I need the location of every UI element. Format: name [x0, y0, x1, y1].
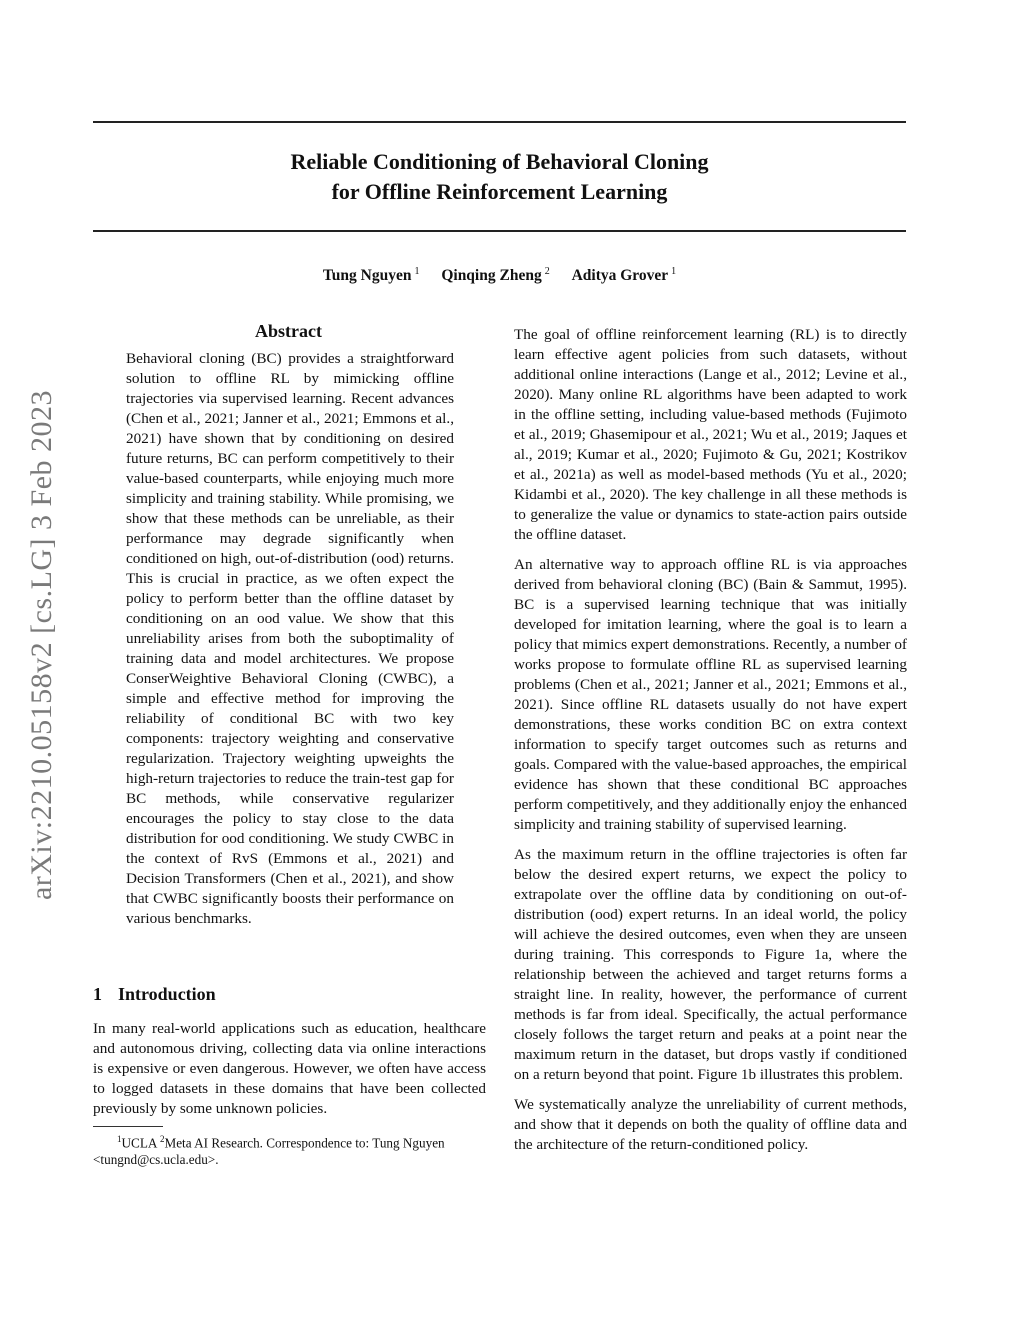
author-list	[93, 266, 906, 285]
section-title: Introduction	[118, 984, 216, 1004]
body-paragraph: The goal of offline reinforcement learning (RL) is to directly learn effective agent policies from such datasets, without additional online interactions (Lange et al., 2012; Levine et al., 2020). Many online RL algorithms have been adapted to work in the offline setting, including value-based methods (Fujimoto et al., 2019; Ghasemipour et al., 2021; Wu et al., 2019; Jaques et al., 2019; Kumar et al., 2020; Fujimoto & Gu, 2021; Kostrikov et al., 2021a) as well as model-based methods (Yu et al., 2020; Kidambi et al., 2020). The key challenge in all these methods is to generalize the value or dynamics to state-action pairs outside the offline dataset.	[514, 326, 907, 543]
author-name: Aditya Grover	[571, 267, 669, 285]
author	[323, 267, 420, 284]
footnote-mark: 1	[117, 1134, 122, 1144]
footnote-affil-2: Meta AI Research. Correspondence to: Tung Nguyen	[164, 1135, 445, 1151]
body-paragraph: As the maximum return in the offline trajectories is often far below the desired expert returns, we expect the policy to extrapolate over the offline data by conditioning on out-of-distribution (ood) expert returns. In an ideal world, the policy will achieve the desired outcomes, even when they are unseen during training. This corresponds to Figure 1a, where the relationship between the achieved and target returns forms a straight line. In reality, however, the performance of current methods is far from ideal. Specifically, the actual performance closely follows the target return and peaks at a point near the maximum return in the dataset, but drops vastly if conditioned on a return beyond that point. Figure 1b illustrates this problem.	[514, 846, 907, 1083]
abstract-heading: Abstract	[255, 321, 322, 341]
author-affiliation-mark: 1	[671, 266, 677, 277]
title-bottom-rule	[93, 230, 906, 232]
body-paragraph: We systematically analyze the unreliability of current methods, and show that it depends on both the quality of offline data and the architecture of the return-conditioned policy.	[514, 1096, 907, 1153]
footnote-mark: 2	[159, 1134, 165, 1144]
body-paragraph: An alternative way to approach offline RL is via approaches derived from behavioral cloning (BC) (Bain & Sammut, 1995). BC is a supervised learning technique that was initially developed for imitation learning, where the goal is to learn a policy that mimics expert demonstrations. Recently, a number of works propose to formulate offline RL as supervised learning problems (Chen et al., 2021; Janner et al., 2021; Emmons et al., 2021). Since offline RL datasets usually do not have expert demonstrations, these works condition BC on extra context information to specify target outcomes such as returns and goals. Compared with the value-based approaches, the empirical evidence has shown that these conditional BC approaches perform competitively, and they additionally enjoy the enhanced simplicity and training stability of supervised learning.	[514, 556, 907, 833]
author	[441, 267, 549, 284]
paper-title	[93, 147, 906, 207]
footnote-email: <tungnd@cs.ucla.edu>.	[93, 1152, 219, 1168]
right-column	[514, 325, 907, 1165]
footnote	[93, 1131, 486, 1168]
footnote-rule	[93, 1126, 163, 1127]
footnote-affil-1: UCLA	[121, 1135, 160, 1151]
section-heading	[93, 984, 216, 1005]
author-name: Qinqing Zheng	[441, 267, 542, 285]
section-number: 1	[93, 984, 102, 1004]
intro-paragraph: In many real-world applications such as education, healthcare and autonomous driving, collecting data via online interactions is expensive or even dangerous. However, we often have access to logged datasets in these domains that have been collected previously by some unknown policies.	[93, 1020, 486, 1117]
author-affiliation-mark: 1	[414, 266, 420, 277]
footnote-affiliations	[93, 1131, 486, 1151]
author-affiliation-mark: 2	[544, 266, 550, 277]
author	[572, 267, 677, 284]
top-rule	[93, 121, 906, 123]
abstract-body: Behavioral cloning (BC) provides a straightforward solution to offline RL by mimicking offline trajectories via supervised learning. Recent advances (Chen et al., 2021; Janner et al., 2021; Emmons et al., 2021) have shown that by conditioning on desired future returns, BC can perform competitively to their value-based counterparts, while enjoying much more simplicity and training stability. While promising, we show that these methods can be unreliable, as their performance may degrade significantly when conditioned on high, out-of-distribution (ood) returns. This is crucial in practice, as we often expect the policy to perform better than the offline dataset by conditioning on an ood value. We show that this unreliability arises from both the suboptimality of training data and model architectures. We propose ConserWeightive Behavioral Cloning (CWBC), a simple and effective method for improving the reliability of conditional BC with two key components: trajectory weighting and conservative regularization. Trajectory weighting upweights the high-return trajectories to reduce the train-test gap for BC methods, while conservative regularizer encourages the policy to stay close to the data distribution for ood conditioning. We study CWBC in the context of RvS (Emmons et al., 2021) and Decision Transformers (Chen et al., 2021), and show that CWBC significantly boosts their performance on various benchmarks.	[126, 350, 454, 927]
title-line-2: for Offline Reinforcement Learning	[331, 179, 668, 204]
arxiv-identifier-stamp: arXiv:2210.05158v2 [cs.LG] 3 Feb 2023	[25, 389, 58, 901]
title-line-1: Reliable Conditioning of Behavioral Cloning	[290, 149, 709, 174]
author-name: Tung Nguyen	[322, 267, 412, 285]
